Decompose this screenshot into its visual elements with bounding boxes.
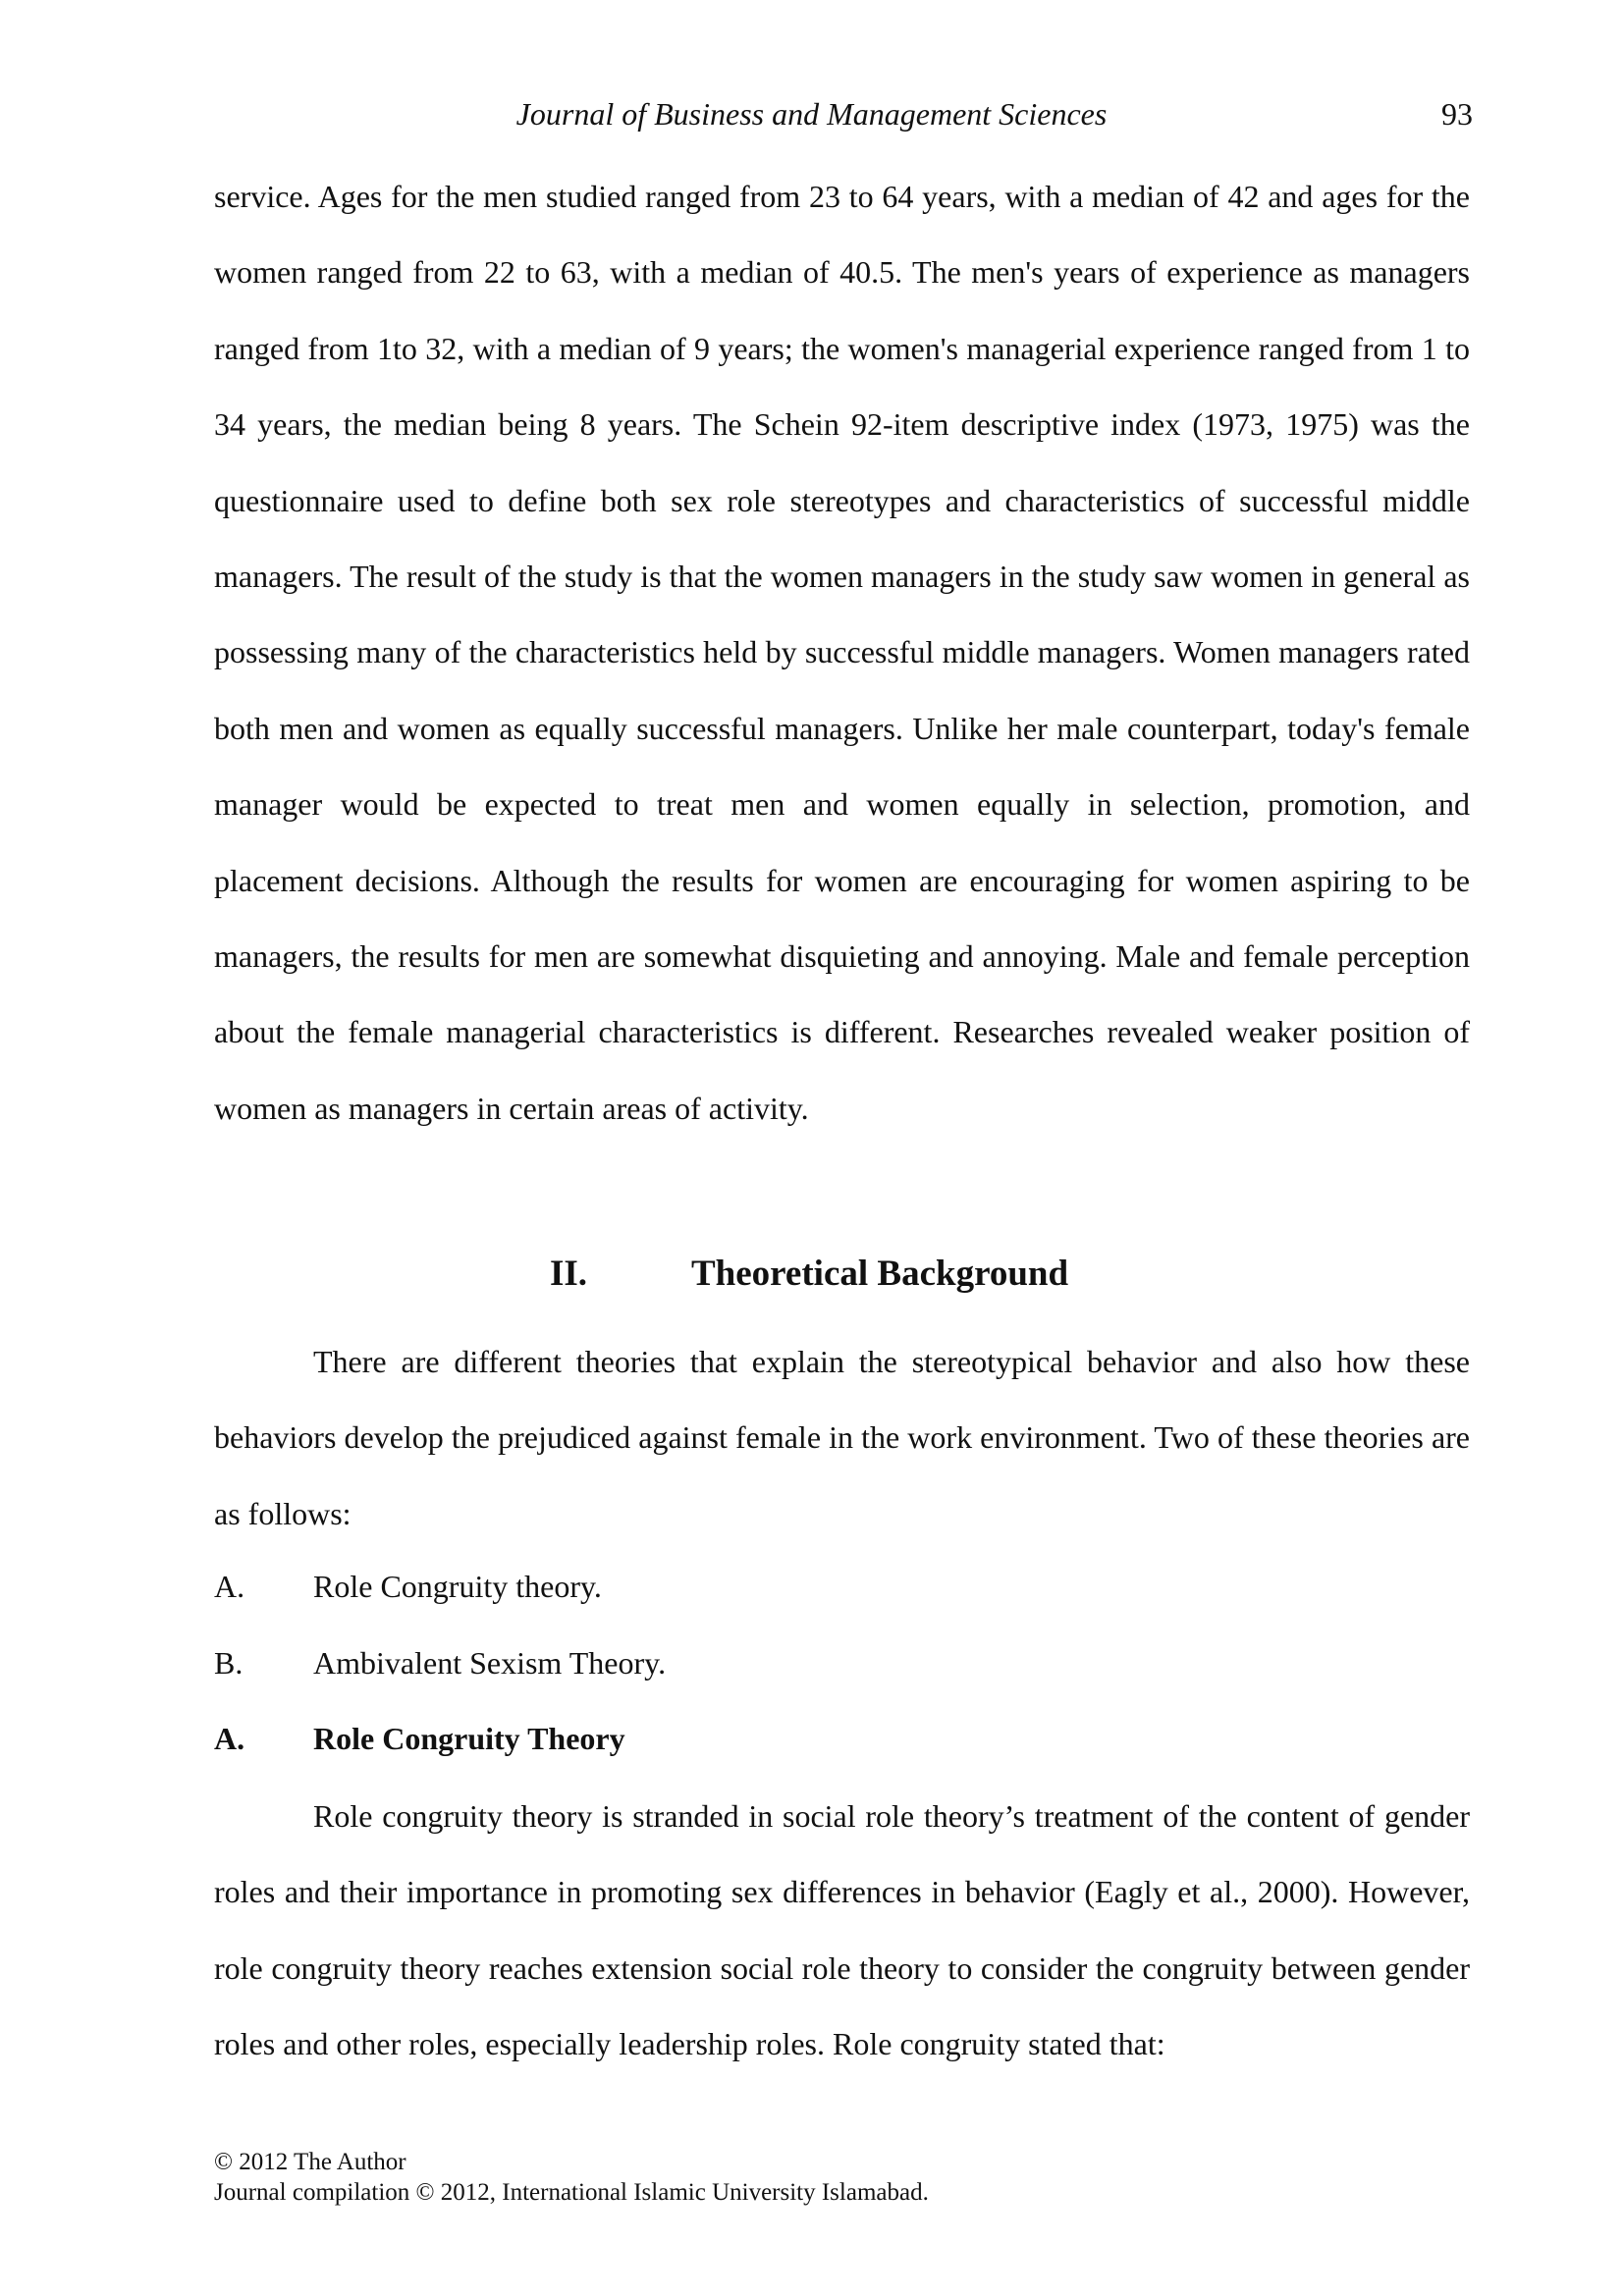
list-item-text: Role Congruity theory. — [313, 1569, 602, 1604]
section-number: II. — [550, 1254, 588, 1294]
footer-compilation-line: Journal compilation © 2012, International Islamic University Islamabad. — [214, 2179, 929, 2206]
body-paragraph-2: There are different theories that explain the stereotypical behavior and also how these behaviors develop the prejudiced against female in the work environment. Two of these theories are as follows: — [214, 1344, 1470, 1531]
body-paragraph-1: service. Ages for the men studied ranged from 23 to 64 years, with a median of 42 and ages for the women ranged from 22 to 63, with a median of 40.5. The men's years of experience as managers ranged from 1to 32, with a median of 9 years; the women's managerial experience ranged from 1 to 34 years, the median being 8 years. The Schein 92-item descriptive index (1973, 1975) was the questionnaire used to define both sex role stereotypes and characteristics of successful middle managers. The result of the study is that the women managers in the study saw women in general as possessing many of the characteristics held by successful middle managers. Women managers rated both men and women as equally successful managers. Unlike her male counterpart, today's female manager would be expected to treat men and women equally in selection, promotion, and placement decisions. Although the results for women are encouraging for women aspiring to be managers, the results for men are somewhat disquieting and annoying. Male and female perception about the female managerial characteristics is different. Researches revealed weaker position of women as managers in certain areas of activity. — [214, 179, 1470, 1126]
list-item-marker: A. — [214, 1569, 245, 1604]
list-item-text: Ambivalent Sexism Theory. — [313, 1645, 667, 1681]
subsection-title: Role Congruity Theory — [313, 1721, 625, 1756]
page-number: 93 — [1441, 96, 1473, 132]
section-title: Theoretical Background — [691, 1254, 1069, 1294]
body-paragraph-3: Role congruity theory is stranded in social role theory’s treatment of the content of gender roles and their importance in promoting sex differences in behavior (Eagly et al., 2000). However, role congruity theory reaches extension social role theory to consider the congruity between gender roles and other roles, especially leadership roles. Role congruity stated that: — [214, 1798, 1470, 2062]
copyright-footer — [214, 2147, 929, 2208]
subsection-marker: A. — [214, 1721, 245, 1756]
list-item-marker: B. — [214, 1645, 243, 1681]
footer-copyright-line: © 2012 The Author — [214, 2149, 406, 2175]
running-header-journal-title: Journal of Business and Management Sciences — [515, 96, 1108, 132]
